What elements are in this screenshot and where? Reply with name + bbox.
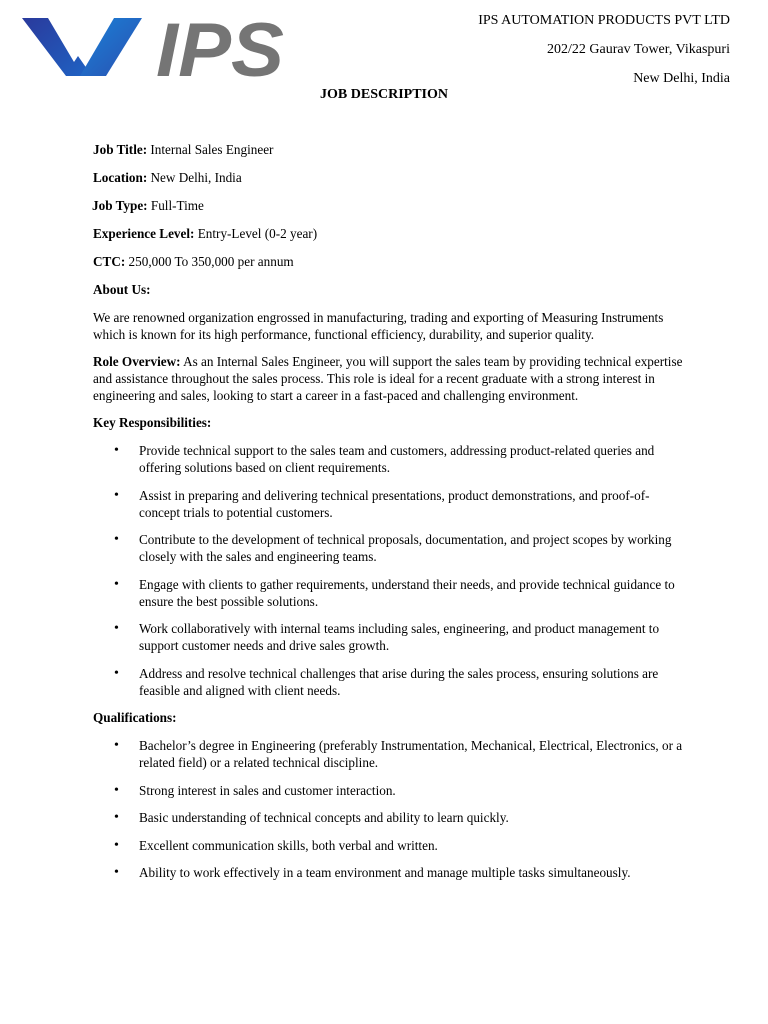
about-text: We are renowned organization engrossed in manufacturing, trading and exporting of Measuring Instruments which is known for its high performance, functional efficiency, durability, and superior quality.	[93, 310, 664, 342]
role-overview	[93, 353, 685, 404]
company-address-line2: New Delhi, India	[633, 71, 730, 86]
location-field	[93, 169, 685, 186]
page-title: JOB DESCRIPTION	[320, 87, 448, 102]
list-item: • Address and resolve technical challenges that arise during the sales process, ensuring solutions are feasible and aligned with client needs.	[93, 665, 685, 699]
job-title-field	[93, 141, 685, 158]
field-label: CTC:	[93, 254, 126, 269]
company-logo	[22, 16, 286, 78]
logo-mark-right	[80, 18, 142, 76]
ctc-field	[93, 253, 685, 270]
field-value: New Delhi, India	[147, 170, 242, 185]
logo-text: IPS	[156, 16, 284, 78]
responsibilities-heading: Key Responsibilities:	[93, 415, 212, 430]
list-item: • Ability to work effectively in a team environment and manage multiple tasks simultaneously.	[93, 864, 685, 881]
role-overview-label: Role Overview:	[93, 354, 181, 369]
field-label: Experience Level:	[93, 226, 195, 241]
company-address	[478, 12, 730, 99]
responsibilities-list	[93, 442, 685, 699]
field-value: Entry-Level (0-2 year)	[194, 226, 318, 241]
list-item: • Basic understanding of technical concepts and ability to learn quickly.	[93, 809, 685, 826]
list-item: • Contribute to the development of technical proposals, documentation, and project scopes by working closely with the sales and engineering teams.	[93, 531, 685, 565]
about-heading: About Us:	[93, 282, 151, 297]
field-label: Job Type:	[92, 198, 148, 213]
list-item: • Strong interest in sales and customer interaction.	[93, 782, 685, 799]
field-value: Full-Time	[147, 198, 204, 213]
field-value: Internal Sales Engineer	[147, 142, 274, 157]
job-description-body	[93, 141, 685, 892]
list-item: • Engage with clients to gather requirements, understand their needs, and provide technical guidance to ensure the best possible solutions.	[93, 576, 685, 610]
company-name: IPS AUTOMATION PRODUCTS PVT LTD	[478, 13, 730, 28]
list-item: • Provide technical support to the sales team and customers, addressing product-related queries and offering solutions based on client requirements.	[93, 442, 685, 476]
list-item: • Excellent communication skills, both verbal and written.	[93, 837, 685, 854]
list-item: • Bachelor’s degree in Engineering (preferably Instrumentation, Mechanical, Electrical, Electronics, or a related field) or a related technical discipline.	[93, 737, 685, 771]
field-value: 250,000 To 350,000 per annum	[125, 254, 294, 269]
list-item: • Assist in preparing and delivering technical presentations, product demonstrations, and proof-of-concept trials to potential customers.	[93, 487, 685, 521]
qualifications-heading: Qualifications:	[93, 710, 177, 725]
field-label: Job Title:	[93, 142, 148, 157]
logo-mark-left	[22, 18, 92, 76]
role-overview-text: As an Internal Sales Engineer, you will support the sales team by providing technical expertise and assistance throughout the sales process. This role is ideal for a recent graduate with a strong interest in engineering and sales, looking to start a career in a fast-paced and challenging environment.	[93, 354, 683, 403]
list-item: • Work collaboratively with internal teams including sales, engineering, and product management to support customer needs and drive sales growth.	[93, 620, 685, 654]
company-address-line1: 202/22 Gaurav Tower, Vikaspuri	[547, 42, 730, 57]
experience-level-field	[93, 225, 685, 242]
qualifications-list	[93, 737, 685, 881]
field-label: Location:	[93, 170, 148, 185]
job-type-field	[92, 197, 685, 214]
